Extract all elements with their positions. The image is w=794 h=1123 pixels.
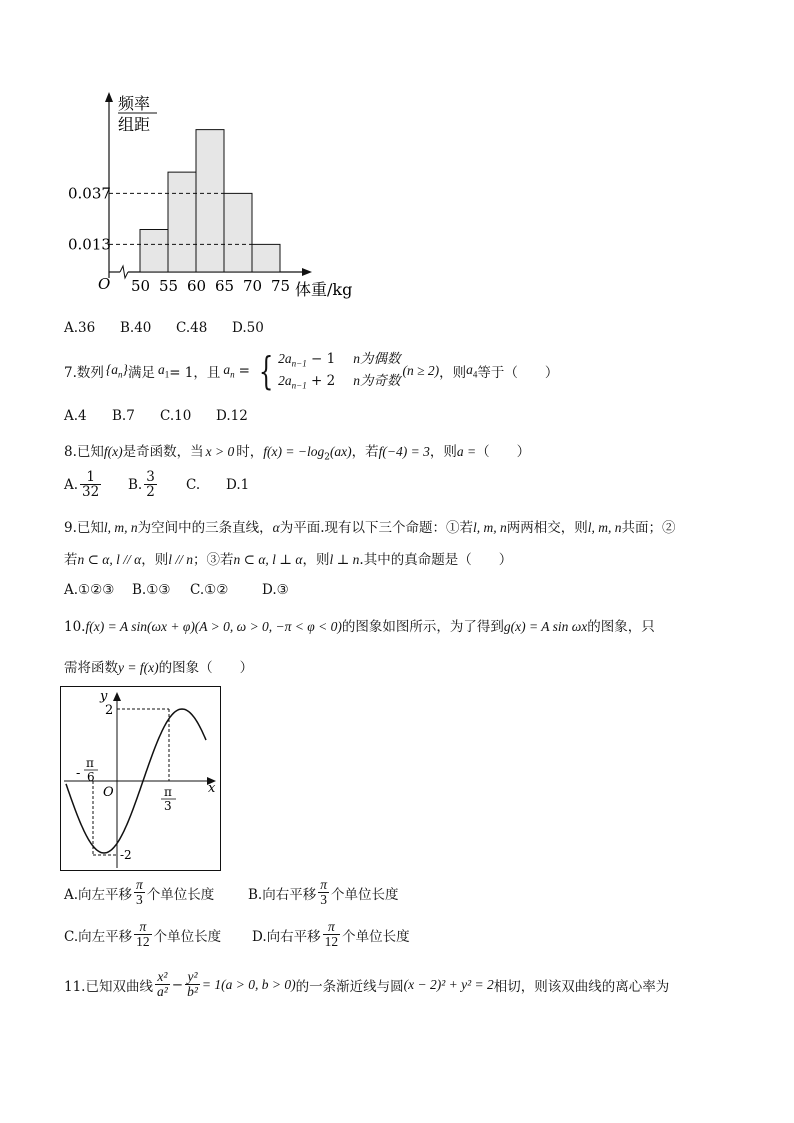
q7-options: [64, 408, 248, 424]
histogram-bar-3: [196, 130, 224, 272]
q7-option-a[interactable]: A.4: [64, 408, 87, 424]
histogram-bar-1: [140, 230, 168, 273]
q8-option-d[interactable]: D.1: [226, 476, 250, 493]
histogram-bar-5: [252, 244, 280, 272]
origin-label: O: [98, 275, 111, 293]
sine-graph: [60, 686, 224, 874]
q7-domain: (n ≥ 2): [402, 363, 440, 378]
graph-left-num: π: [86, 756, 94, 770]
q9-option-d[interactable]: D.③: [262, 582, 289, 598]
q6-option-d[interactable]: D.50: [232, 320, 264, 336]
graph-left-sign: -: [76, 766, 81, 781]
graph-right-den: 3: [164, 799, 172, 813]
x-tick-65: 65: [215, 277, 235, 295]
q8-option-b[interactable]: B. $\frac{3}{2}$: [128, 469, 155, 501]
question-7: 7.数列 $\{a_n\}$ 满足 $a_1$ = 1，且 $a_n$ = { $2a_{n-1} - 1$ n为偶数 $2a_{n-1} + 2$ n为奇数 (n ≥ 2) ，则 $a_4$ 等于（ ）: [64, 349, 559, 393]
graph-origin: O: [103, 785, 114, 800]
graph-right-num: π: [164, 785, 172, 799]
x-tick-50: 50: [131, 277, 151, 295]
x-axis-label: 体重/kg: [295, 280, 353, 299]
x-tick-70: 70: [243, 277, 263, 295]
q10-options-row-2: [64, 920, 410, 949]
q10-option-c[interactable]: C.向左平移 $\frac{\pi}{12}$ 个单位长度: [64, 919, 222, 950]
q7-option-c[interactable]: C.10: [160, 408, 192, 424]
q7-a1-eq: = 1，且: [169, 365, 221, 381]
y-axis-label-bottom: 组距: [118, 115, 151, 134]
q6-options: [64, 320, 264, 336]
weight-histogram: [60, 88, 380, 303]
q8-option-a[interactable]: A. $\frac{1}{32}$: [64, 469, 100, 501]
q7-cases: $2a_{n-1} - 1$ n为偶数 $2a_{n-1} + 2$ n为奇数: [278, 351, 401, 391]
graph-y-arrow-icon: [113, 692, 121, 701]
q7-an: $a_n$: [223, 362, 235, 380]
q7-ask-tail: 等于（ ）: [477, 365, 559, 381]
q7-brace-icon: {: [258, 349, 274, 393]
question-10-line-1: 10.f(x) = A sin(ωx + φ)(A > 0, ω > 0, −π < φ < 0)的图象如图所示，为了得到g(x) = A sin ωx的图象，只: [64, 619, 655, 635]
x-tick-75: 75: [271, 277, 291, 295]
q8-option-c[interactable]: C.: [186, 476, 201, 493]
x-tick-60: 60: [187, 277, 207, 295]
graph-y-label: y: [100, 689, 108, 704]
y-axis-arrow: [105, 92, 113, 102]
question-10-line-2: 需将函数y = f(x)的图象（ ）: [64, 660, 254, 676]
q10-option-d[interactable]: D.向右平移 $\frac{\pi}{12}$ 个单位长度: [252, 919, 410, 950]
q7-seq: $\{a_n\}$: [105, 362, 128, 380]
question-8: 8.已知f(x)是奇函数，当 x > 0 时，$f(x) = -\log_2(ax)$，若f(−4) = 3，则a =（ ）: [64, 444, 531, 463]
graph-x-label: x: [208, 781, 216, 796]
question-9-line-2: 若n ⊂ α, l // α，则l // n；③若n ⊂ α, l ⊥ α，则l ⊥ n.其中的真命题是（ ）: [64, 552, 513, 568]
q6-option-c[interactable]: C.48: [176, 320, 208, 336]
q7-option-b[interactable]: B.7: [112, 408, 135, 424]
question-9-line-1: 9.已知l, m, n为空间中的三条直线，α为平面.现有以下三个命题：①若l, m, n两两相交，则l, m, n共面；②: [64, 520, 676, 536]
graph-max-label: 2: [105, 703, 114, 718]
q7-prefix: 7.数列: [64, 365, 104, 381]
x-tick-55: 55: [159, 277, 179, 295]
ytick-0-037: 0.037: [68, 184, 111, 203]
histogram-bar-2: [168, 172, 196, 272]
axis-break-icon: [120, 266, 128, 278]
graph-min-label: -2: [120, 848, 132, 862]
graph-frame: [61, 687, 221, 871]
q10-option-b[interactable]: B.向右平移 $\frac{\pi}{3}$ 个单位长度: [248, 877, 399, 908]
q9-options: [64, 582, 289, 598]
q8-options: [64, 470, 249, 499]
q9-option-a[interactable]: A.①②③: [64, 582, 115, 598]
y-axis-label-top: 频率: [118, 94, 151, 113]
question-11: 11.已知双曲线 $\frac{\text{x²}}{\text{a²}}$ − $\frac{\text{y²}}{\text{b²}}$ = 1(a > 0, b > 0) 的一条渐近线与圆 (x − 2)² + y² = 2 相切，则该双曲线的离心率为: [64, 969, 670, 1000]
histogram-bar-4: [224, 193, 252, 272]
q7-cond: 满足: [127, 365, 155, 381]
q6-option-a[interactable]: A.36: [64, 320, 96, 336]
q10-option-a[interactable]: A.向左平移 $\frac{\pi}{3}$ 个单位长度: [64, 877, 215, 908]
x-axis-arrow: [302, 268, 312, 276]
ytick-0-013: 0.013: [68, 235, 111, 254]
q10-options-row-1: [64, 878, 398, 907]
q7-a4: $a_4$: [466, 362, 478, 380]
q7-a1: $a_1$: [157, 362, 170, 380]
graph-left-den: 6: [87, 770, 95, 784]
q9-option-c[interactable]: C.①②: [190, 582, 229, 598]
q9-option-b[interactable]: B.①③: [132, 582, 171, 598]
q7-option-d[interactable]: D.12: [216, 408, 248, 424]
q6-option-b[interactable]: B.40: [120, 320, 152, 336]
q7-ask: ，则: [439, 365, 467, 381]
